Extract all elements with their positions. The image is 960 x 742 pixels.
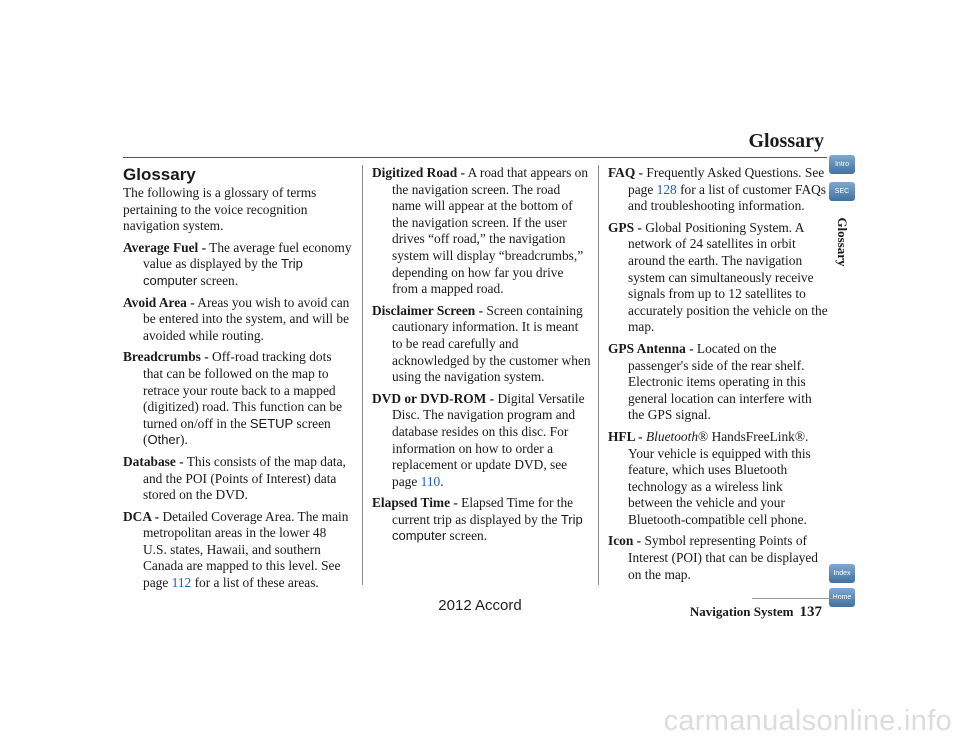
- entry-average-fuel: [123, 240, 353, 290]
- term: HFL -: [608, 428, 643, 444]
- intro-text: The following is a glossary of terms pertaining to the voice recognition navigation system.: [123, 185, 317, 234]
- definition-end: .: [440, 473, 444, 489]
- entry-disclaimer-screen: [372, 303, 592, 386]
- term: DCA -: [123, 508, 160, 524]
- term: Digitized Road -: [372, 165, 465, 180]
- side-section-label: Glossary: [835, 217, 850, 267]
- page-number: 137: [799, 604, 822, 620]
- column-3: [608, 165, 828, 588]
- index-button[interactable]: Index: [829, 564, 855, 583]
- entry-dca: [123, 509, 353, 592]
- definition: A road that appears on the navigation screen. The road name will appear at the bottom of the navigation screen. If the user drives “off road,” the navigation system will display “breadcrumbs,” depending on how far you drive from a mapped road.: [392, 165, 589, 297]
- definition: Screen containing cautionary information. It is meant to be read carefully and acknowledged by the customer when using the navigation system.: [392, 302, 591, 385]
- ui-tab-name: Other: [147, 432, 180, 448]
- entry-icon: [608, 533, 828, 583]
- definition-end: for a list of customer FAQs and troubleshooting information.: [628, 181, 826, 214]
- column-divider: [362, 165, 363, 585]
- entry-gps-antenna: [608, 341, 828, 424]
- sec-button[interactable]: SEC: [829, 182, 855, 201]
- definition: Digital Versatile Disc. The navigation program and database resides on this disc. For information on how to order a replacement or update DVD, see page: [392, 390, 585, 489]
- term: GPS -: [608, 219, 642, 235]
- entry-dvd: [372, 391, 592, 491]
- entry-avoid-area: [123, 295, 353, 345]
- definition-end: screen.: [446, 528, 488, 544]
- column-divider: [598, 165, 599, 585]
- entry-breadcrumbs: [123, 349, 353, 449]
- model-watermark: 2012 Accord: [438, 597, 522, 614]
- definition: Detailed Coverage Area. The main metropolitan areas in the lower 48 U.S. states, Hawaii, and southern Canada are mapped to this level. See page: [143, 508, 349, 591]
- entry-gps: [608, 220, 828, 336]
- term: Elapsed Time -: [372, 495, 458, 511]
- entry-faq: [608, 165, 828, 215]
- footer-label: Navigation System: [689, 604, 794, 619]
- definition: Global Positioning System. A network of 24 satellites in orbit around the earth. The navigation system can simultaneously receive signals from up to 12 satellites to accurately position the vehicle on the map.: [628, 219, 828, 335]
- term: Breadcrumbs -: [123, 349, 209, 365]
- column-2: [372, 165, 592, 550]
- column-1: [123, 165, 353, 597]
- term: GPS Antenna -: [608, 340, 694, 356]
- page-link-110[interactable]: 110: [420, 473, 441, 489]
- ui-screen-name: Trip computer: [143, 256, 303, 288]
- intro-button[interactable]: Intro: [829, 155, 855, 174]
- ui-screen-name: SETUP: [249, 415, 294, 431]
- page-title: Glossary: [748, 130, 824, 152]
- definition: Symbol representing Points of Interest (POI) that can be displayed on the map.: [628, 533, 819, 582]
- term: FAQ -: [608, 165, 644, 180]
- entry-digitized-road: [372, 165, 592, 298]
- definition: The average fuel economy value as displayed by the: [143, 239, 352, 272]
- page-link-128[interactable]: 128: [656, 181, 677, 197]
- definition-end: for a list of these areas.: [191, 575, 319, 591]
- definition: ® HandsFreeLink®. Your vehicle is equipped with this feature, which uses Bluetooth technology as a wireless link between the vehicle and your Bluetooth-compatible cell phone.: [628, 428, 811, 527]
- section-heading: Glossary: [123, 165, 196, 184]
- definition-end: screen.: [197, 272, 239, 288]
- definition: This consists of the map data, and the POI (Points of Interest) data stored on the DVD.: [143, 453, 346, 503]
- definition: Off-road tracking dots that can be followed on the map to retrace your route back to a mapped (digitized) road. This function can be turned on/off in the: [143, 349, 343, 431]
- entry-database: [123, 454, 353, 504]
- entry-hfl: [608, 429, 828, 529]
- definition: Located on the passenger's side of the rear shelf. Electronic items operating in this general location can interfere with the GPS signal.: [628, 340, 812, 423]
- definition-italic: Bluetooth: [645, 428, 699, 444]
- term: Database -: [123, 453, 184, 469]
- definition-end: ).: [179, 432, 188, 448]
- term: Average Fuel -: [123, 239, 207, 255]
- title-rule: [123, 157, 827, 158]
- home-button[interactable]: Home: [829, 588, 855, 607]
- definition: Elapsed Time for the current trip as displayed by the: [392, 495, 574, 527]
- term: Icon -: [608, 533, 642, 549]
- entry-elapsed-time: [372, 495, 592, 545]
- definition: Frequently Asked Questions. See page: [628, 165, 825, 197]
- ui-screen-name: Trip computer: [392, 511, 583, 544]
- definition-mid: screen (: [143, 415, 331, 448]
- site-watermark: carmanualsonline.info: [663, 705, 952, 737]
- definition: Areas you wish to avoid can be entered into the system, and will be avoided while routing.: [143, 294, 350, 343]
- term: Disclaimer Screen -: [372, 302, 484, 318]
- term: Avoid Area -: [123, 294, 195, 310]
- page-link-112[interactable]: 112: [171, 575, 192, 591]
- term: DVD or DVD-ROM -: [372, 390, 495, 406]
